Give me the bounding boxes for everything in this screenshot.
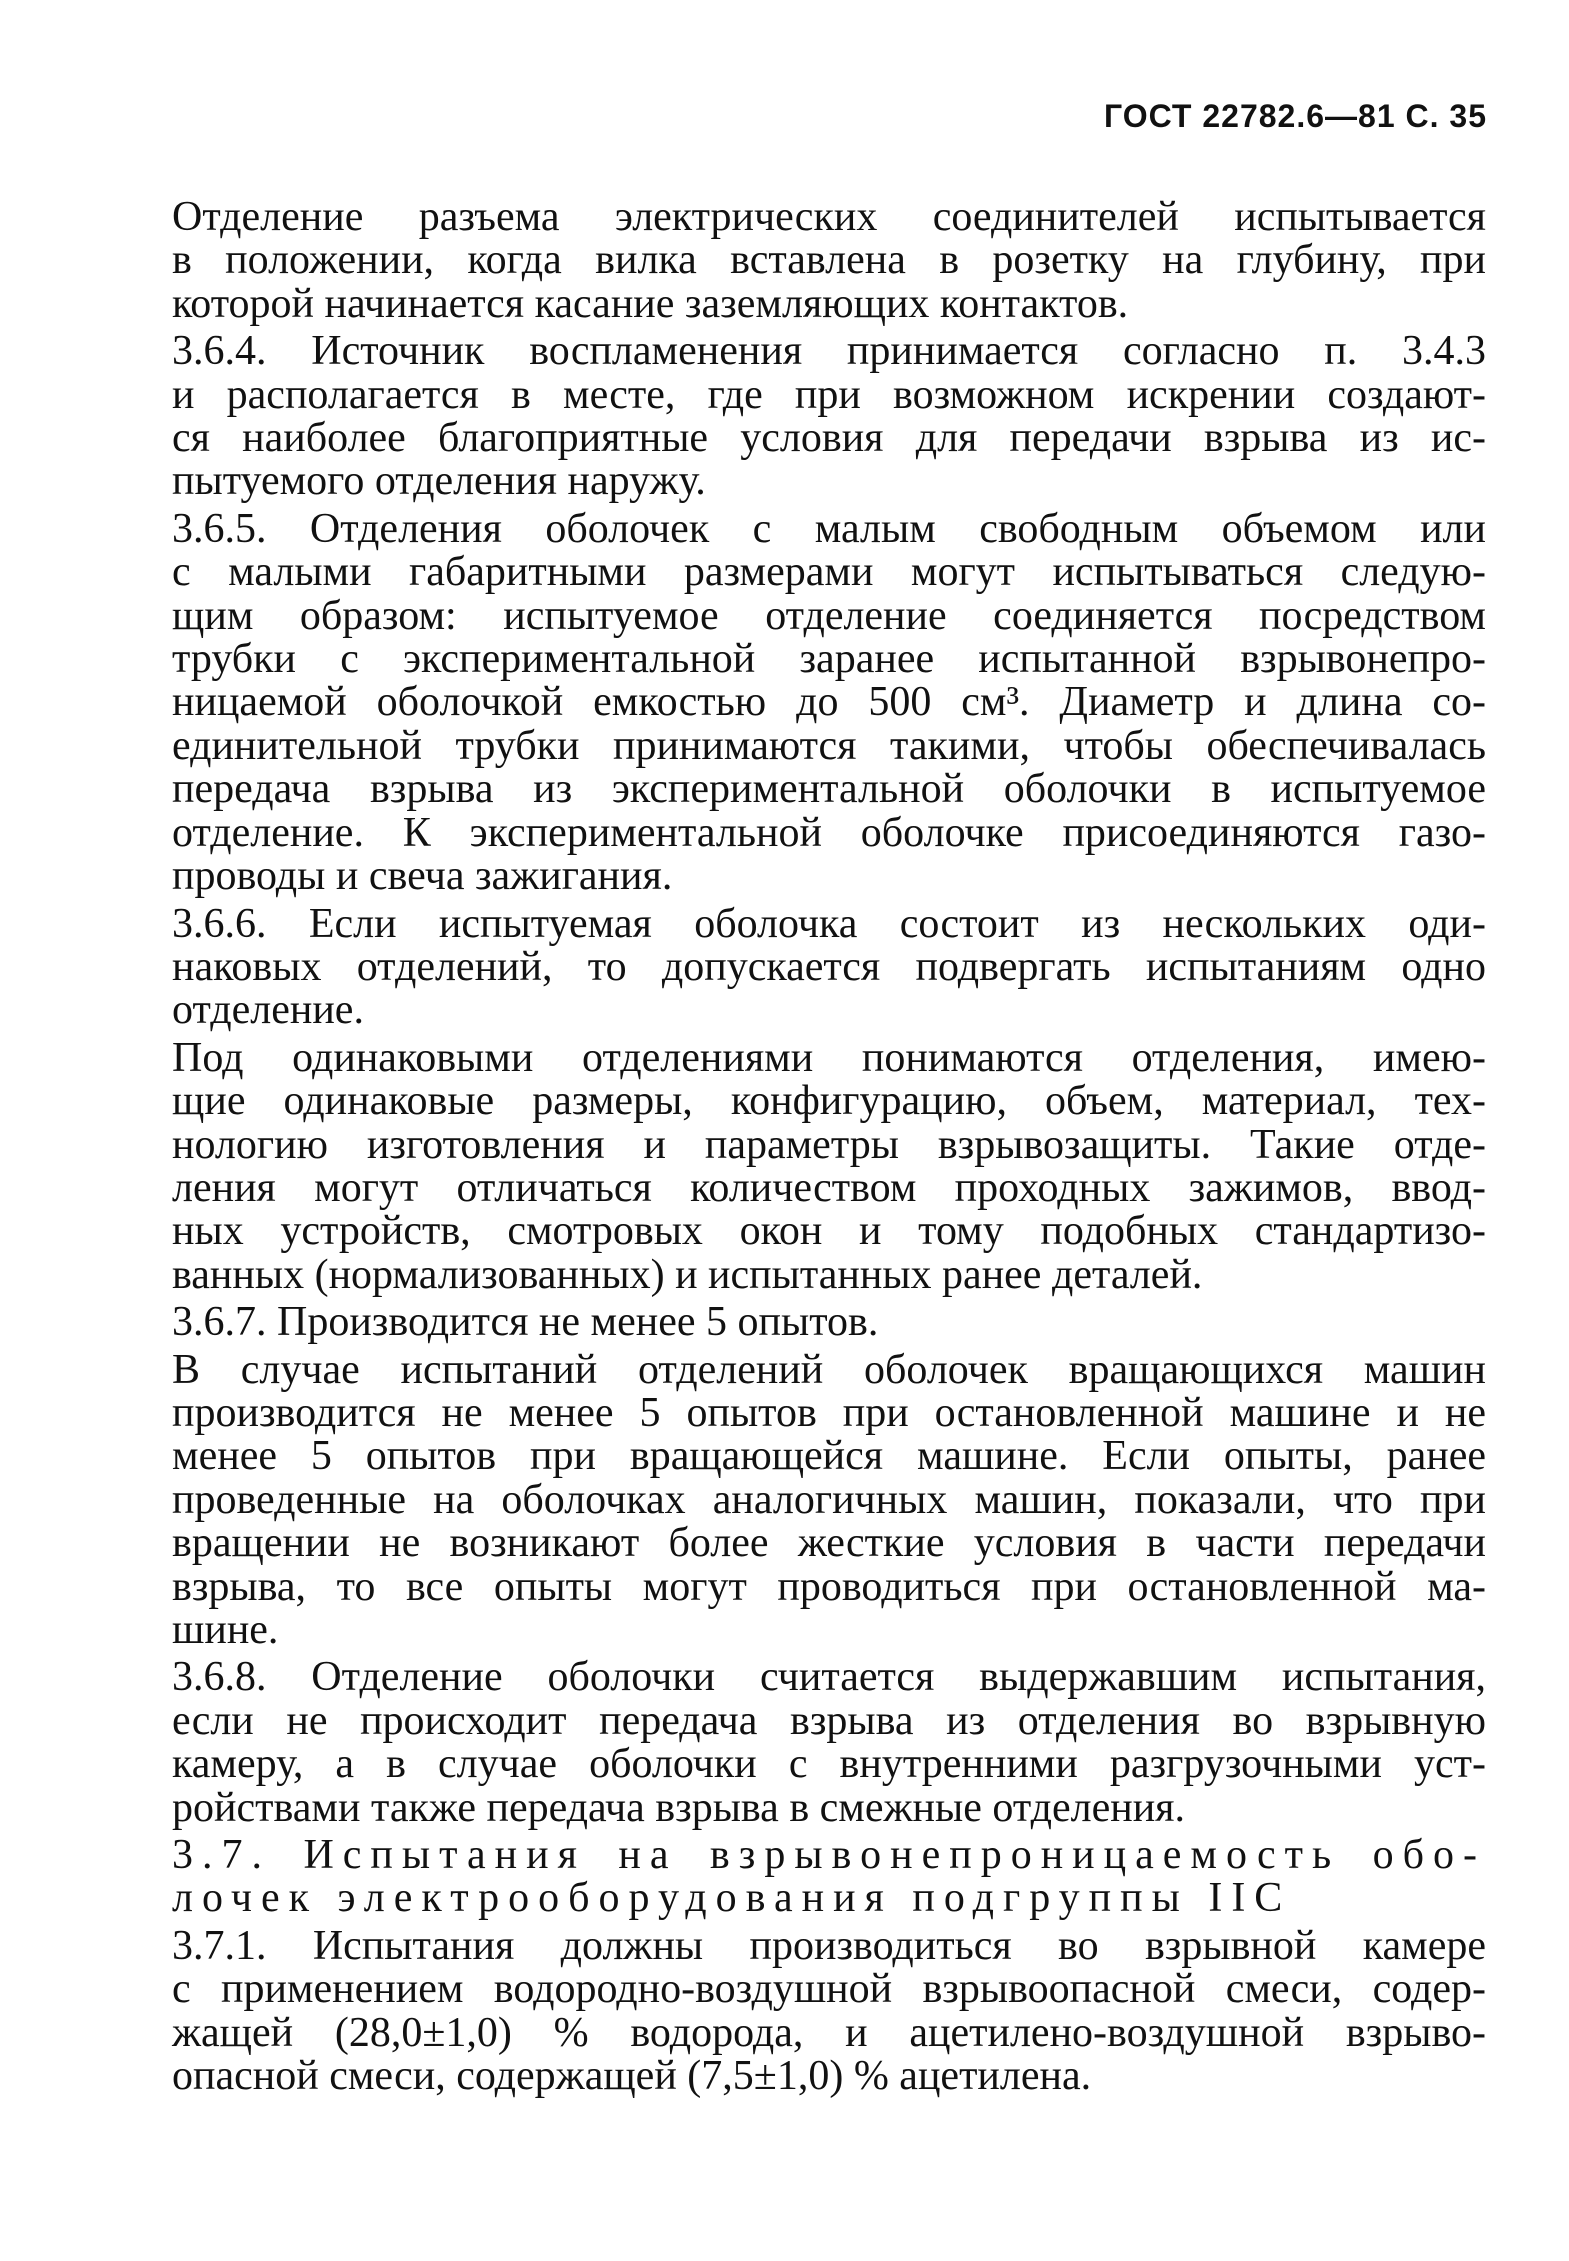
text-line: передача взрыва из экспериментальной оболочки в испытуемое bbox=[172, 766, 1486, 813]
paragraph bbox=[112, 505, 1486, 900]
text-line: вращении не возникают более жесткие условия в части передачи bbox=[172, 1520, 1486, 1567]
text-line: шине. bbox=[172, 1607, 279, 1653]
text-line: если не происходит передача взрыва из отделения во взрывную bbox=[172, 1697, 1486, 1744]
page-header: ГОСТ 22782.6—81 С. 35 bbox=[1104, 98, 1487, 134]
text-line: ройствами также передача взрыва в смежные отделения. bbox=[172, 1784, 1186, 1831]
text-line: 3.6.8. Отделение оболочки считается выдержавшим испытания, bbox=[172, 1654, 1486, 1701]
text-line: 3.7.1. Испытания должны производиться во взрывной камере bbox=[172, 1922, 1486, 1969]
paragraph bbox=[112, 196, 1486, 326]
text-line: ся наиболее благоприятные условия для передачи взрыва из ис- bbox=[172, 415, 1486, 462]
text-line: жащей (28,0±1,0) % водорода, и ацетилено-воздушной взрыво- bbox=[172, 2009, 1486, 2056]
text-line: взрыва, то все опыты могут проводиться при остановленной ма- bbox=[172, 1563, 1486, 1610]
text-line: в положении, когда вилка вставлена в розетку на глубину, при bbox=[172, 237, 1486, 284]
paragraph bbox=[112, 330, 1486, 504]
document-body bbox=[112, 196, 1486, 2102]
paragraph bbox=[112, 1656, 1486, 1830]
text-line: ления могут отличаться количеством проходных зажимов, ввод- bbox=[172, 1164, 1486, 1211]
paragraph bbox=[112, 1301, 1486, 1344]
paragraph bbox=[112, 1034, 1486, 1298]
text-line: камеру, а в случае оболочки с внутренними разгрузочными уст- bbox=[172, 1741, 1486, 1788]
text-line: отделение. К экспериментальной оболочке присоединяются газо- bbox=[172, 809, 1486, 856]
text-line: щим образом: испытуемое отделение соединяется посредством bbox=[172, 592, 1486, 639]
text-line: отделение. bbox=[172, 987, 364, 1034]
text-line: 3.6.5. Отделения оболочек с малым свободным объемом или bbox=[172, 505, 1486, 552]
paragraph bbox=[112, 900, 1486, 1034]
text-line: 3.6.7. Производится не менее 5 опытов. bbox=[172, 1299, 879, 1346]
text-line: Под одинаковыми отделениями понимаются отделения, имею- bbox=[172, 1034, 1486, 1081]
text-line: с применением водородно-воздушной взрывоопасной смеси, содер- bbox=[172, 1966, 1486, 2013]
text-line: 3.6.6. Если испытуемая оболочка состоит из нескольких оди- bbox=[172, 900, 1486, 947]
text-line: ницаемой оболочкой емкостью до 500 см³. Диаметр и длина со- bbox=[172, 679, 1486, 726]
paragraph bbox=[112, 1346, 1486, 1653]
text-line: щие одинаковые размеры, конфигурацию, объем, материал, тех- bbox=[172, 1078, 1486, 1125]
text-line: и располагается в месте, где при возможном искрении создают- bbox=[172, 371, 1486, 418]
text-line: которой начинается касание заземляющих контактов. bbox=[172, 280, 1129, 327]
text-line: трубки с экспериментальной заранее испытанной взрывонепро- bbox=[172, 636, 1486, 683]
text-line: единительной трубки принимаются такими, чтобы обеспечивалась bbox=[172, 722, 1486, 769]
text-line: менее 5 опытов при вращающейся машине. Если опыты, ранее bbox=[172, 1433, 1486, 1480]
text-line: нологию изготовления и параметры взрывозащиты. Такие отде- bbox=[172, 1121, 1486, 1168]
text-line: пытуемого отделения наружу. bbox=[172, 458, 706, 505]
text-line: ных устройств, смотровых окон и тому подобных стандартизо- bbox=[172, 1208, 1486, 1255]
text-line: проводы и свеча зажигания. bbox=[172, 853, 673, 900]
text-line: 3.7. Испытания на взрывонепроницаемость обо- bbox=[172, 1832, 1486, 1879]
text-line: опасной смеси, содержащей (7,5±1,0) % ацетилена. bbox=[172, 2053, 1092, 2100]
text-line: проведенные на оболочках аналогичных машин, показали, что при bbox=[172, 1476, 1486, 1523]
section-heading bbox=[112, 1834, 1486, 1921]
text-line: наковых отделений, то допускается подвергать испытаниям одно bbox=[172, 943, 1486, 990]
text-line: В случае испытаний отделений оболочек вращающихся машин bbox=[172, 1346, 1486, 1393]
text-line: лочек электрооборудования подгруппы IIС bbox=[172, 1875, 1292, 1922]
text-line: с малыми габаритными размерами могут испытываться следую- bbox=[172, 549, 1486, 596]
text-line: производится не менее 5 опытов при остановленной машине и не bbox=[172, 1389, 1486, 1436]
text-line: ванных (нормализованных) и испытанных ранее деталей. bbox=[172, 1251, 1203, 1298]
text-line: 3.6.4. Источник воспламенения принимается согласно п. 3.4.3 bbox=[172, 328, 1486, 375]
text-line: Отделение разъема электрических соединителей испытывается bbox=[172, 194, 1486, 240]
paragraph bbox=[112, 1922, 1486, 2100]
